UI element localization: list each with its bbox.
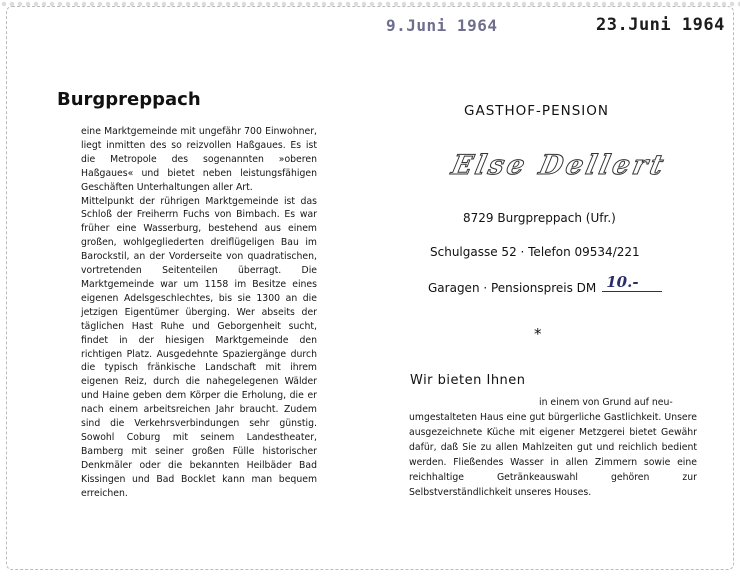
town-description: [81, 125, 317, 500]
description-paragraph-2: Mittelpunkt der rührigen Marktgemeinde ist das Schloß der Freiherrn Fuchs von Bimbach. Es war früher eine Wasserburg, bestehend aus einem großen, wohlgegliederten dreiflügeligen Bau im Barockstil, an der Vorderseite von quadratischen, vortretenden Seitenteilen überragt. Die Marktgemeinde war um 1158 im Besitze eines eigenen Adelsgeschlechtes, bis sie 1300 an die jetzigen Eigentümer überging. Wer abseits der täglichen Hast Ruhe und Geborgenheit sucht, findet in der hiesigen Marktgemeinde den richtigen Platz. Ausgedehnte Spaziergänge durch die typisch fränkische Landschaft mit ihrem eigenen Reiz, durch die nahegelegenen Wälder und Haine geben dem Körper die Erholung, die er nach einem arbeitsreichen Jahr braucht. Zudem sind die Verkehrsverbindungen sehr günstig. Sowohl Coburg mit seinem Landestheater, Bamberg mit seiner großen Fülle historischer Denkmäler oder die bekannten Heilbäder Bad Kissingen und Bad Bocklet kann man bequem erreichen.: [81, 195, 317, 499]
offer-line-2: umgestalteten Haus eine gut bürgerliche Gastlichkeit. Unsere ausgezeichnete Küche mit eigener Metzgerei bietet Gewähr dafür, daß Sie zu allen Mahlzeiten gut und reichlich bedient werden. Fließendes Wasser in allen Zimmern sowie eine reichhaltige Getränkeauswahl gehören zur Selbstverständlichkeit unseres Houses.: [409, 412, 697, 498]
description-paragraph-1: eine Marktgemeinde mit ungefähr 700 Einwohner, liegt inmitten des so reizvollen Haßgaues. Es ist die Metropole des sogenannten »oberen Haßgaues« und bietet neben leistungsfähigen Geschäften Unterhaltungen aller Art.: [81, 126, 317, 193]
offer-text: [409, 395, 697, 500]
received-date-stamp: 9.Juni 1964: [386, 16, 498, 35]
offer-heading: Wir bieten Ihnen: [410, 373, 526, 388]
separator-asterisk: *: [534, 325, 542, 343]
business-heading: GASTHOF-PENSION: [464, 103, 609, 119]
town-title: Burgpreppach: [57, 89, 201, 110]
handwritten-price: 10.-: [606, 273, 639, 291]
contact-line: Schulgasse 52 · Telefon 09534/221: [430, 245, 640, 259]
price-fill-line: [602, 273, 662, 292]
date-stamp: 23.Juni 1964: [596, 15, 725, 35]
price-row: [428, 273, 662, 295]
offer-line-1: in einem von Grund auf neu-: [539, 397, 673, 408]
owner-signature: Else Dellert: [448, 150, 669, 181]
price-label: Garagen · Pensionspreis DM: [428, 281, 597, 295]
address-line: 8729 Burgpreppach (Ufr.): [463, 211, 616, 225]
